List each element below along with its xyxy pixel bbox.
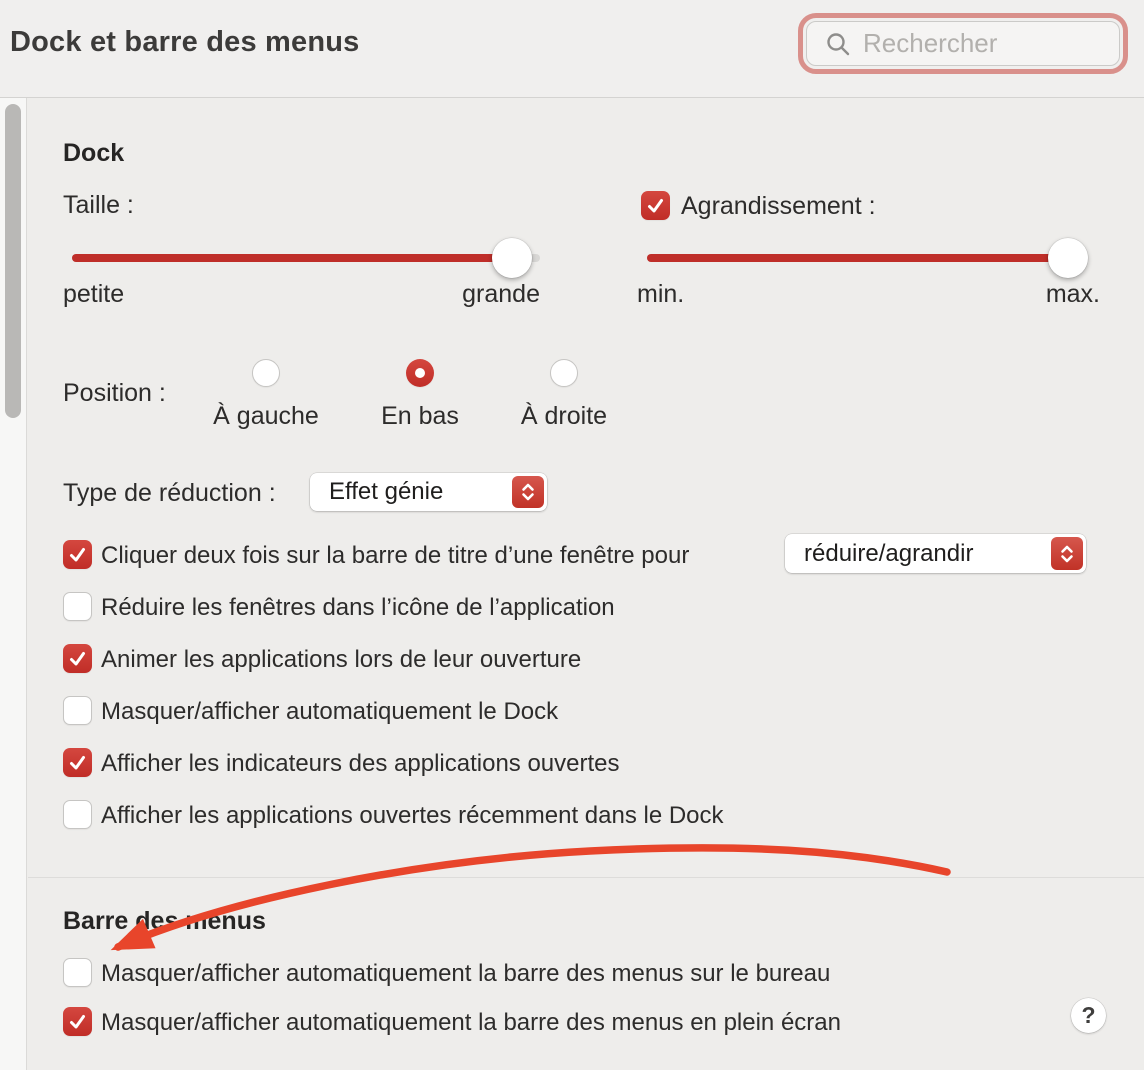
window-header bbox=[0, 0, 1144, 98]
show-indicators-label: Afficher les indicateurs des applications ouvertes bbox=[101, 750, 620, 777]
magnification-max-label: max. bbox=[1045, 280, 1100, 308]
autohide-menubar-desktop-checkbox[interactable] bbox=[63, 958, 92, 987]
radio-dot bbox=[415, 368, 425, 378]
autohide-menubar-fullscreen-label: Masquer/afficher automatiquement la barre des menus en plein écran bbox=[101, 1009, 841, 1036]
search-placeholder: Rechercher bbox=[863, 28, 998, 58]
autohide-menubar-desktop-label: Masquer/afficher automatiquement la barre des menus sur le bureau bbox=[101, 960, 831, 987]
menubar-section-title: Barre des menus bbox=[63, 907, 266, 935]
page-title: Dock et barre des menus bbox=[10, 26, 360, 58]
search-icon bbox=[825, 31, 851, 57]
size-slider[interactable] bbox=[72, 254, 540, 262]
autohide-dock-label: Masquer/afficher automatiquement le Dock bbox=[101, 698, 559, 725]
magnification-slider-thumb[interactable] bbox=[1048, 238, 1088, 278]
minimize-into-icon-checkbox[interactable] bbox=[63, 592, 92, 621]
titlebar-doubleclick-value: réduire/agrandir bbox=[804, 539, 974, 567]
position-radio-left[interactable] bbox=[252, 359, 280, 387]
magnification-slider[interactable] bbox=[647, 254, 1081, 262]
minimize-into-icon-label: Réduire les fenêtres dans l’icône de l’application bbox=[101, 594, 615, 621]
chevron-up-down-icon bbox=[512, 476, 544, 508]
magnification-label: Agrandissement : bbox=[681, 192, 876, 220]
size-min-label: petite bbox=[63, 280, 125, 308]
show-recent-apps-label: Afficher les applications ouvertes récemment dans le Dock bbox=[101, 802, 724, 829]
search-input[interactable] bbox=[806, 21, 1120, 66]
autohide-dock-checkbox[interactable] bbox=[63, 696, 92, 725]
magnification-min-label: min. bbox=[637, 280, 685, 308]
titlebar-doubleclick-checkbox[interactable] bbox=[63, 540, 92, 569]
position-label: Position : bbox=[63, 379, 166, 407]
autohide-menubar-fullscreen-checkbox[interactable] bbox=[63, 1007, 92, 1036]
show-recent-apps-checkbox[interactable] bbox=[63, 800, 92, 829]
chevron-up-down-icon bbox=[1051, 537, 1083, 570]
position-radio-right[interactable] bbox=[550, 359, 578, 387]
position-radio-bottom[interactable] bbox=[406, 359, 434, 387]
minimize-effect-dropdown[interactable] bbox=[310, 473, 547, 511]
size-max-label: grande bbox=[462, 280, 540, 308]
scrollbar-thumb[interactable] bbox=[5, 104, 21, 418]
section-divider bbox=[28, 877, 1144, 878]
size-label: Taille : bbox=[63, 191, 134, 219]
animate-opening-checkbox[interactable] bbox=[63, 644, 92, 673]
titlebar-doubleclick-dropdown[interactable] bbox=[785, 534, 1086, 573]
titlebar-doubleclick-label: Cliquer deux fois sur la barre de titre d’une fenêtre pour bbox=[101, 542, 690, 569]
checkmark-icon bbox=[63, 644, 92, 673]
dock-section-title: Dock bbox=[63, 139, 125, 167]
position-option-bottom-label: En bas bbox=[381, 402, 459, 430]
checkmark-icon bbox=[63, 748, 92, 777]
position-option-right-label: À droite bbox=[520, 402, 608, 430]
minimize-effect-label: Type de réduction : bbox=[63, 479, 276, 507]
position-option-left-label: À gauche bbox=[213, 402, 319, 430]
show-indicators-checkbox[interactable] bbox=[63, 748, 92, 777]
size-slider-fill bbox=[72, 254, 512, 262]
checkmark-icon bbox=[63, 540, 92, 569]
checkmark-icon bbox=[641, 191, 670, 220]
magnification-slider-fill bbox=[647, 254, 1068, 262]
animate-opening-label: Animer les applications lors de leur ouverture bbox=[101, 646, 582, 673]
minimize-effect-value: Effet génie bbox=[329, 478, 444, 505]
magnification-checkbox[interactable] bbox=[641, 191, 670, 220]
vertical-scrollbar[interactable] bbox=[0, 98, 27, 1070]
checkmark-icon bbox=[63, 1007, 92, 1036]
help-button-label: ? bbox=[1081, 1002, 1096, 1028]
help-button[interactable] bbox=[1071, 998, 1106, 1033]
size-slider-thumb[interactable] bbox=[492, 238, 532, 278]
search-highlight-ring bbox=[798, 13, 1128, 74]
